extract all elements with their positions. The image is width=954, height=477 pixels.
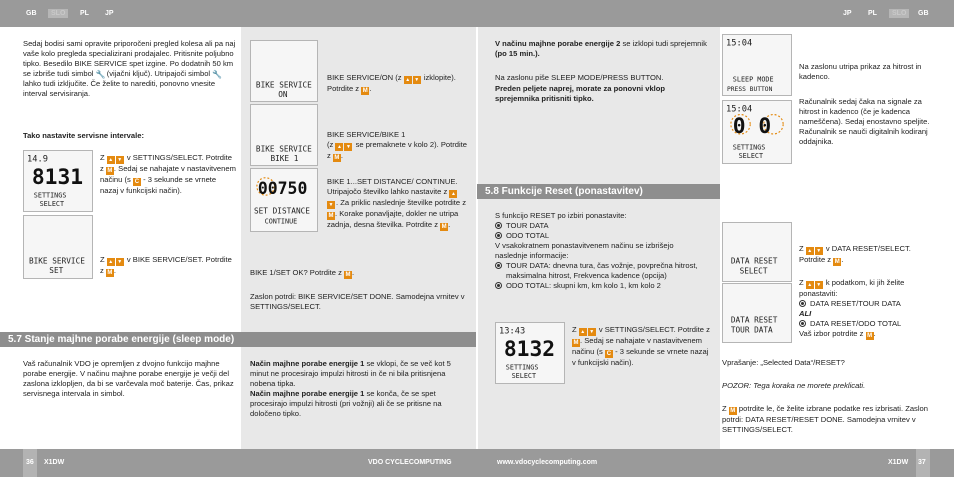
set-done-text: Zaslon potrdi: BIKE SERVICE/SET DONE. Samodejna vrnitev v SETTINGS/SELECT. (250, 292, 465, 311)
step-bike-service-set: Z ▲ ▼ v BIKE SERVICE/SET. Potrdite z M . (100, 255, 232, 276)
up-icon: ▲ (450, 191, 456, 197)
lcd-line1: BIKE SERVICE (255, 144, 312, 154)
m-key-icon: M (573, 340, 579, 346)
section-title-5-7: 5.7 Stanje majhne porabe energije (sleep mode) (0, 332, 476, 347)
reset-warning: POZOR: Tega koraka ne morete preklicati. (722, 381, 866, 390)
section-title-5-8: 5.8 Funkcije Reset (ponastavitev) (477, 184, 720, 199)
up-icon: ▲ (108, 157, 114, 163)
lcd-line1: BIKE SERVICE (255, 80, 312, 90)
lcd-main-value: 0 0 (732, 113, 772, 139)
up-icon: ▲ (405, 77, 411, 83)
c-key-icon: C (606, 351, 612, 357)
step-set-distance: BIKE 1...SET DISTANCE/ CONTINUE. Utripajočo številko lahko nastavite z ▲▼ . Za priklic naslednje številke potrdite z M . Korake ponavljajte, dokler ne utripa zadnja, desna številka. Potrdite z M . (327, 177, 466, 230)
down-icon: ▼ (816, 282, 822, 288)
lcd-line2: SELECT (738, 152, 764, 161)
lcd-top-value: 13:43 (499, 326, 526, 337)
down-icon: ▼ (117, 157, 123, 163)
bullet-icon (495, 232, 502, 239)
up-icon: ▲ (336, 144, 342, 150)
lcd-main-value: 00750 (257, 179, 308, 199)
up-icon: ▲ (580, 329, 586, 335)
page-number-left: 36 (26, 459, 34, 466)
m-key-icon: M (328, 213, 334, 219)
page-gutter (476, 27, 478, 477)
lcd-reset-settings (495, 322, 565, 384)
lang-jp[interactable]: JP (105, 10, 114, 17)
sleep-display-text: Na zaslonu piše SLEEP MODE/PRESS BUTTON. (495, 73, 664, 82)
c-key-icon: C (134, 179, 140, 185)
lcd-bike-service-on (250, 40, 318, 102)
reset-question: Vprašanje: „Selected Data“/RESET? (722, 358, 845, 367)
model-left: X1DW (44, 459, 65, 466)
lcd-line1: SETTINGS (732, 143, 766, 152)
down-icon: ▼ (414, 77, 420, 83)
brand-footer: VDO CYCLECOMPUTING (368, 459, 452, 466)
sleep-warning: Preden peljete naprej, morate za ponovni vklop sprejemnika pritisniti tipko. (495, 84, 666, 103)
lcd-line2: TOUR DATA (730, 325, 773, 335)
page-number-right: 37 (918, 459, 926, 466)
up-icon: ▲ (807, 282, 813, 288)
step-settings-select: Z ▲ ▼ v SETTINGS/SELECT. Potrdite z M . Sedaj se nahajate v nastavitvenem načinu (s C - 3 sekunde se vrnete nazaj v funkcijski način). (100, 153, 236, 195)
sleep-mode-2: V načinu majhne porabe energije 2 se izklopi tudi sprejemnik (po 15 min.). (495, 39, 707, 58)
lcd-line1: DATA RESET (730, 256, 778, 266)
step-bike-service-on: BIKE SERVICE/ON (z ▲ ▼ izklopite). Potrdite z M . (327, 73, 456, 94)
m-key-icon: M (867, 333, 873, 339)
lcd-main-value: 8132 (503, 336, 556, 362)
bullet-icon (495, 282, 502, 289)
bullet-icon (799, 320, 806, 327)
howto-title: Tako nastavite servisne intervale: (23, 131, 144, 140)
lang-slo-right[interactable]: SLO (889, 9, 909, 18)
down-icon: ▼ (816, 248, 822, 254)
down-icon: ▼ (345, 144, 351, 150)
website-link[interactable]: www.vdocyclecomputing.com (497, 459, 598, 466)
m-key-icon: M (730, 408, 736, 414)
m-key-icon: M (362, 88, 368, 94)
lcd-settings-select (23, 150, 93, 212)
up-icon: ▲ (108, 259, 114, 265)
lcd-line2: CONTINUE (264, 217, 298, 226)
reset-step-settings: Z ▲ ▼ v SETTINGS/SELECT. Potrdite z M . Sedaj se nahajate v nastavitvenem načinu (s C - 3 sekunde se vrnete nazaj v funkcijski način). (572, 325, 710, 367)
lang-pl-right[interactable]: PL (868, 10, 877, 17)
step-set-ok: BIKE 1/SET OK? Potrdite z M . (250, 268, 355, 278)
flash-text: Na zaslonu utripa prikaz za hitrost in kadenco. (799, 62, 922, 81)
lcd-top-value: 15:04 (726, 104, 753, 115)
m-key-icon: M (834, 259, 840, 265)
bullet-icon (799, 300, 806, 307)
down-icon: ▼ (589, 329, 595, 335)
bullet-icon (495, 222, 502, 229)
lcd-line2: SET (49, 266, 64, 276)
lcd-line2: SELECT (739, 266, 768, 276)
lcd-line2: SELECT (511, 372, 537, 381)
sleep-intro: Vaš računalnik VDO je opremljen z dvojno funkcijo majhne porabe energije. V načinu majhne porabe energije je večji del zaslona izklopljen, da bi se varčevala moč baterije. Čas, prikaz servisnega intervala in simbol. (23, 359, 234, 398)
lcd-line1: SETTINGS (33, 191, 67, 200)
wrench-icon: 🔧 (212, 70, 223, 79)
m-key-icon: M (107, 168, 113, 174)
lcd-data-reset-select (722, 222, 792, 282)
lcd-line2: PRESS BUTTON (727, 86, 773, 94)
lcd-bike-service-set (23, 215, 93, 279)
sleep-mode-1: Način majhne porabe energije 1 se vklopi, če se več kot 5 minut ne procesirajo impulzi hitrosti in če ni bila pritisnjena nobena tipka. Način majhne porabe energije 1 se konča, če se spet procesirajo impulzi hitrosti (pri vožnji) ali če se pritisne na določeno tipko. (250, 359, 451, 418)
lang-gb[interactable]: GB (26, 10, 37, 17)
lcd-top-value: 14.9 (27, 154, 48, 165)
wrench-icon: 🔧 (95, 70, 106, 79)
bottom-bar (0, 449, 954, 477)
down-icon: ▼ (117, 259, 123, 265)
lcd-line1: DATA RESET (730, 315, 778, 325)
lcd-line1: SETTINGS (505, 363, 539, 372)
learn-text: Računalnik sedaj čaka na signale za hitrost in kadenco (če je kadenca nameščena). Sedaj enostavno speljite. Računalnik se nauči digitalnih kodiranj oddajnika. (799, 97, 930, 146)
lcd-line1: SLEEP MODE (732, 75, 774, 84)
top-bar (0, 0, 954, 27)
bullet-icon (495, 262, 502, 269)
lcd-line2: BIKE 1 (270, 154, 299, 164)
lcd-learn-code (722, 100, 792, 164)
down-icon: ▼ (328, 202, 334, 208)
lang-pl[interactable]: PL (80, 10, 89, 17)
lcd-data-reset-tour (722, 283, 792, 343)
reset-step-choose: Z ▲ ▼ k podatkom, ki jih želite ponastaviti: DATA RESET/TOUR DATA ALI DATA RESET/ODO TOTAL Vaš izbor potrdite z M . (799, 278, 905, 339)
service-intro: Sedaj bodisi sami opravite priporočeni pregled kolesa ali pa naj vaše kolo pregleda specializirani prodajalec. Pritisnite poljubno tipko. Besedilo BIKE SERVICE spet izgine. Po dodatnih 50 km se izbriše tudi simbol 🔧 (vijačni ključ). Utripajoči simbol 🔧 lahko tudi izključite. Če želite to narediti, ponovno vnesite interval servisiranja. (23, 39, 236, 98)
reset-intro: S funkcijo RESET po izbiri ponastavite: TOUR DATA ODO TOTAL V vsakokratnem ponastavitvenem načinu se izbrišejo naslednje informacije: TOUR DATA: dnevna tura, čas vožnje, povprečna hitrost, maksimalna hitrost, Frekvenca kadence (opcija) ODO TOTAL: skupni km, km kolo 1, km kolo 2 (495, 211, 698, 290)
lcd-set-distance (250, 168, 318, 232)
m-key-icon: M (441, 224, 447, 230)
m-key-icon: M (345, 272, 351, 278)
m-key-icon: M (107, 270, 113, 276)
up-icon: ▲ (807, 248, 813, 254)
lcd-main-value: 8131 (31, 164, 84, 190)
lang-slo[interactable]: SLO (48, 9, 68, 18)
lcd-top-value: 15:04 (726, 38, 753, 49)
m-key-icon: M (334, 155, 340, 161)
reset-final: Z M potrdite le, če želite izbrane podatke res izbrisati. Zaslon potrdi: DATA RESET/RESET DONE. Samodejna vrnitev v SETTINGS/SELECT. (722, 404, 928, 434)
lcd-line1: SET DISTANCE (253, 206, 310, 216)
step-bike-select: BIKE SERVICE/BIKE 1 (z ▲ ▼ se premaknete v kolo 2). Potrdite z M . (327, 130, 468, 161)
lcd-sleep-mode (722, 34, 792, 96)
lang-gb-right[interactable]: GB (918, 10, 929, 17)
lang-jp-right[interactable]: JP (843, 10, 852, 17)
lcd-line2: SELECT (39, 200, 65, 209)
reset-step-select: Z ▲ ▼ v DATA RESET/SELECT. Potrdite z M . (799, 244, 911, 265)
lcd-line2: ON (278, 90, 288, 100)
model-right: X1DW (888, 459, 909, 466)
lcd-line1: BIKE SERVICE (28, 256, 85, 266)
lcd-bike-service-bike1 (250, 104, 318, 166)
